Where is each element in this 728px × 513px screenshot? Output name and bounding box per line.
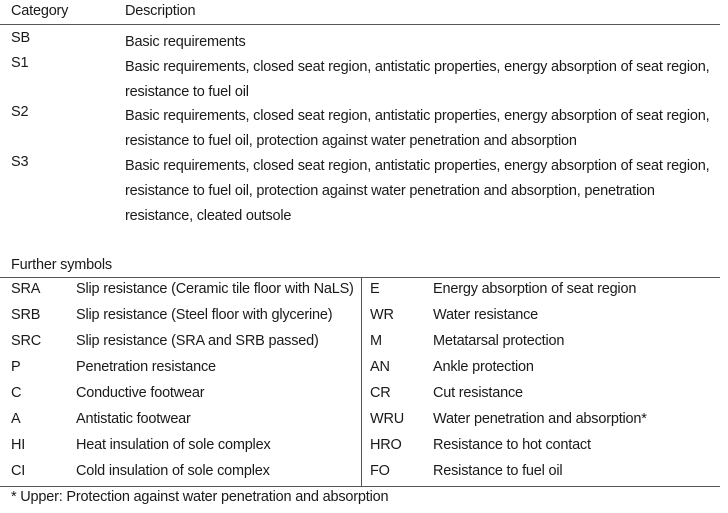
symbol-code: HRO bbox=[370, 437, 402, 453]
symbol-code: CR bbox=[370, 385, 391, 401]
footnote: * Upper: Protection against water penetration and absorption bbox=[11, 489, 389, 505]
symbol-description: Resistance to fuel oil bbox=[433, 463, 563, 479]
symbol-row bbox=[0, 330, 720, 356]
symbol-description: Cold insulation of sole complex bbox=[76, 463, 270, 479]
categories-table-header bbox=[0, 0, 720, 25]
symbol-code: AN bbox=[370, 359, 390, 375]
symbol-description: Penetration resistance bbox=[76, 359, 216, 375]
symbol-row bbox=[0, 278, 720, 304]
category-code: S3 bbox=[11, 154, 29, 170]
category-description: Basic requirements, closed seat region, antistatic properties, energy absorption of seat region, resistance to fuel oil, protection against water penetration and absorption, penetration resistance, cleated outsole bbox=[125, 158, 710, 224]
symbol-description: Slip resistance (Steel floor with glycerine) bbox=[76, 307, 333, 323]
symbol-code: WRU bbox=[370, 411, 405, 427]
symbol-row bbox=[0, 382, 720, 408]
symbol-code: C bbox=[11, 385, 22, 401]
symbol-code: HI bbox=[11, 437, 26, 453]
symbol-description: Water penetration and absorption* bbox=[433, 411, 647, 427]
symbol-code: SRA bbox=[11, 281, 41, 297]
symbol-description: Water resistance bbox=[433, 307, 539, 323]
table-bottom-rule bbox=[0, 486, 720, 487]
symbol-code: A bbox=[11, 411, 21, 427]
symbol-description: Ankle protection bbox=[433, 359, 534, 375]
symbol-description: Slip resistance (Ceramic tile floor with NaLS) bbox=[76, 281, 354, 297]
symbol-code: FO bbox=[370, 463, 390, 479]
symbol-code: WR bbox=[370, 307, 394, 323]
header-description: Description bbox=[125, 3, 196, 19]
symbol-description: Metatarsal protection bbox=[433, 333, 565, 349]
category-code: S2 bbox=[11, 104, 29, 120]
symbol-description: Antistatic footwear bbox=[76, 411, 191, 427]
symbol-description: Slip resistance (SRA and SRB passed) bbox=[76, 333, 319, 349]
symbol-description: Heat insulation of sole complex bbox=[76, 437, 271, 453]
symbol-code: CI bbox=[11, 463, 26, 479]
category-description: Basic requirements, closed seat region, antistatic properties, energy absorption of seat region, resistance to fuel oil, protection against water penetration and absorption bbox=[125, 108, 710, 149]
header-category: Category bbox=[11, 3, 69, 19]
category-description: Basic requirements, closed seat region, antistatic properties, energy absorption of seat region, resistance to fuel oil bbox=[125, 59, 710, 100]
symbol-row bbox=[0, 304, 720, 330]
symbol-description: Energy absorption of seat region bbox=[433, 281, 637, 297]
symbol-row bbox=[0, 408, 720, 434]
symbol-row bbox=[0, 460, 720, 486]
symbols-table bbox=[0, 277, 720, 479]
category-code: SB bbox=[11, 30, 30, 46]
symbol-row bbox=[0, 434, 720, 460]
category-description: Basic requirements bbox=[125, 34, 246, 50]
further-symbols-title: Further symbols bbox=[11, 257, 112, 273]
symbol-code: SRB bbox=[11, 307, 41, 323]
symbol-row bbox=[0, 356, 720, 382]
symbol-code: P bbox=[11, 359, 21, 375]
symbol-code: E bbox=[370, 281, 380, 297]
category-code: S1 bbox=[11, 55, 29, 71]
symbol-code: SRC bbox=[11, 333, 42, 349]
symbol-description: Resistance to hot contact bbox=[433, 437, 591, 453]
symbol-description: Cut resistance bbox=[433, 385, 523, 401]
column-divider bbox=[361, 277, 362, 486]
symbol-description: Conductive footwear bbox=[76, 385, 205, 401]
symbol-code: M bbox=[370, 333, 382, 349]
